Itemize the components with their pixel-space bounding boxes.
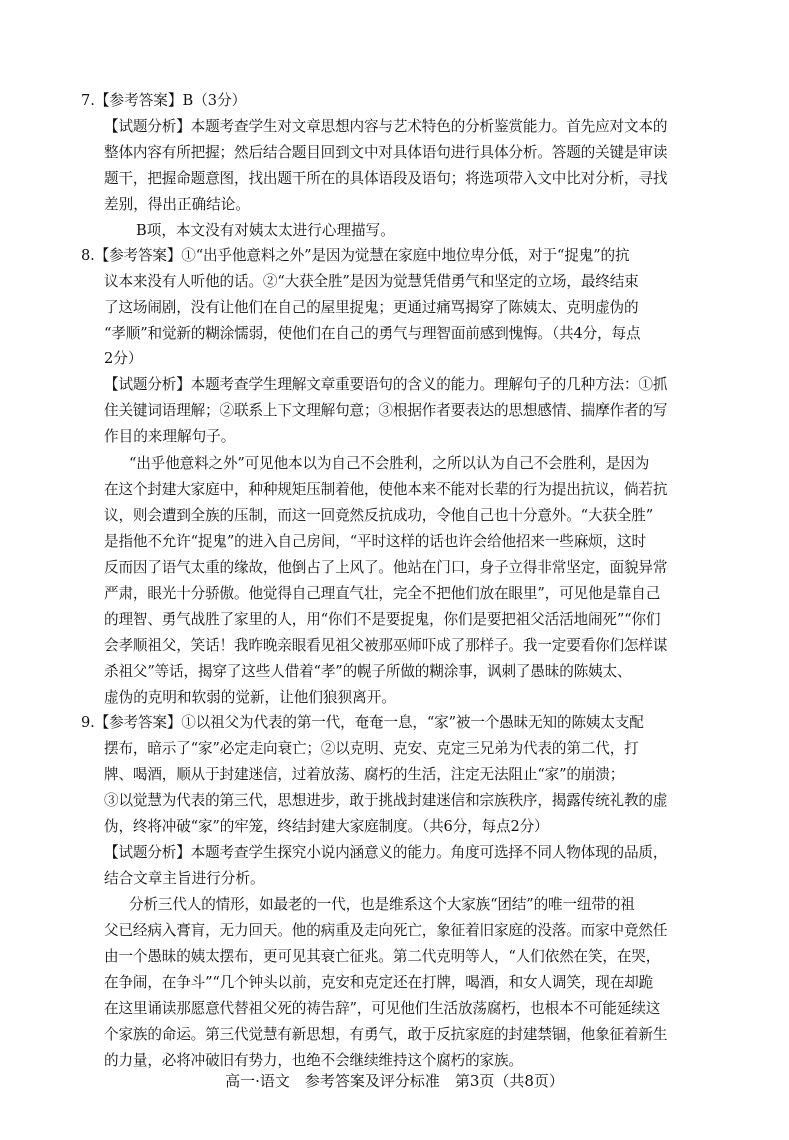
q8-explanation-line: 是指他不允许“捉鬼”的进入自己房间，“平时这样的话也许会给他招来一些麻烦，这时 [104, 533, 646, 550]
q8-explanation-line: 会孝顺祖父，笑话！我昨晚亲眼看见祖父被那巫师吓成了那样子。我一定要看你们怎样谋 [104, 637, 668, 654]
q8-answer-line: 2分） [104, 350, 143, 367]
q8-analysis-line: 作目的来理解句子。 [104, 428, 236, 445]
q9-answer-line: ③以觉慧为代表的第三代，思想进步，敢于挑战封建迷信和宗族秩序，揭露传统礼教的虚 [104, 792, 668, 809]
q9-answer-line: 伪，终将冲破“家”的牢笼，终结封建大家庭制度。（共6分，每点2分） [104, 818, 549, 835]
q7-answer: 7.【参考答案】B（3分） [81, 92, 247, 109]
q7-option-note: B项，本文没有对姨太太进行心理描写。 [136, 222, 395, 239]
q7-analysis-line: 差别，得出正确结论。 [104, 196, 250, 213]
q8-explanation-line: “出乎他意料之外”可见他本以为自己不会胜利，之所以认为自己不会胜利，是因为 [129, 455, 650, 472]
q9-explanation-line: 父已经病入膏肓，无力回天。他的病重及走向死亡，象征着旧家庭的没落。而家中竟然任 [104, 922, 668, 939]
q9-explanation-line: 由一个愚昧的姨太摆布，更可见其衰亡征兆。第二代克明等人，“人们依然在笑，在哭， [104, 948, 661, 965]
q8-explanation-line: 的理智、勇气战胜了家里的人，用“你们不是要捉鬼，你们是要把祖父活活地闹死”“你们 [104, 611, 661, 628]
q8-explanation-line: 严肃，眼光十分骄傲。他觉得自己理直气壮，完全不把他们放在眼里”，可见他是靠自己 [104, 585, 661, 602]
q7-analysis-line: 题干，把握命题意图，找出题干所在的具体语段及语句；将选项带入文中比对分析，寻找 [104, 170, 668, 187]
q8-explanation-line: 在这个封建大家庭中，种种规矩压制着他，使他本来不能对长辈的行为提出抗议，倘若抗 [104, 481, 668, 498]
q8-explanation-line: 虚伪的克明和软弱的觉新，让他们狼狈离开。 [104, 689, 396, 706]
q9-explanation-line: 在这里诵读那愿意代替祖父死的祷告辞”，可见他们生活放荡腐朽，也根本不可能延续这 [104, 1000, 661, 1017]
q9-explanation-line: 在争闹，在争斗”“几个钟头以前，克安和克定还在打牌，喝酒，和女人调笑，现在却跪 [104, 974, 654, 991]
q7-analysis-line: 整体内容有所把握；然后结合题目回到文中对具体语句进行具体分析。答题的关键是审读 [104, 144, 668, 161]
q8-answer: 8.【参考答案】①“出乎他意料之外”是因为觉慧在家庭中地位卑分低，对于“捉鬼”的抗 [81, 247, 630, 264]
q9-explanation-line: 个家族的命运。第三代觉慧有新思想，有勇气，敢于反抗家庭的封建禁锢，他象征着新生 [104, 1026, 668, 1043]
q9-analysis-line: 结合文章主旨进行分析。 [104, 870, 265, 887]
page-footer: 高一·语文 参考答案及评分标准 第3页（共8页） [225, 1072, 564, 1090]
q8-answer-line: 议本来没有人听他的话。②“大获全胜”是因为觉慧凭借勇气和坚定的立场，最终结束 [104, 273, 639, 290]
q9-analysis-line: 【试题分析】本题考查学生探究小说内涵意义的能力。角度可选择不同人物体现的品质， [104, 844, 668, 861]
q9-explanation-line: 的力量，必将冲破旧有势力，也绝不会继续维持这个腐朽的家族。 [104, 1052, 523, 1069]
q8-analysis-line: 【试题分析】本题考查学生理解文章重要语句的含义的能力。理解句子的几种方法：①抓 [104, 376, 668, 393]
q9-answer-line: 牌、喝酒，顺从于封建迷信，过着放荡、腐朽的生活，注定无法阻止“家”的崩溃； [104, 766, 625, 783]
q8-explanation-line: 反而因了语气太重的缘故，他倒占了上风了。他站在门口，身子立得非常坚定，面貌异常 [104, 559, 668, 576]
q8-explanation-line: 议，则会遭到全族的压制，而这一回竟然反抗成功，令他自己也十分意外。“大获全胜” [104, 507, 654, 524]
q9-explanation-line: 分析三代人的情形，如最老的一代，也是维系这个大家族“团结”的唯一纽带的祖 [129, 896, 635, 913]
q8-answer-line: 了这场闹剧，没有让他们在自己的屋里捉鬼；更通过痛骂揭穿了陈姨太、克明虚伪的 [104, 299, 639, 316]
q8-analysis-line: 住关键词语理解；②联系上下文理解句意；③根据作者要表达的思想感情、揣摩作者的写 [104, 402, 668, 419]
q9-answer-line: 摆布，暗示了“家”必定走向衰亡；②以克明、克安、克定三兄弟为代表的第二代，打 [104, 740, 639, 757]
q7-analysis-line: 【试题分析】本题考查学生对文章思想内容与艺术特色的分析鉴赏能力。首先应对文本的 [104, 118, 668, 135]
q8-answer-line: “孝顺”和觉新的糊涂懦弱，使他们在自己的勇气与理智面前感到愧悔。（共4分，每点 [104, 325, 641, 342]
q8-explanation-line: 杀祖父”等话，揭穿了这些人借着“孝”的幌子所做的糊涂事，讽刺了愚昧的陈姨太、 [104, 663, 632, 680]
q9-answer: 9.【参考答案】①以祖父为代表的第一代，奄奄一息，“家”被一个愚昧无知的陈姨太支配 [81, 714, 644, 731]
